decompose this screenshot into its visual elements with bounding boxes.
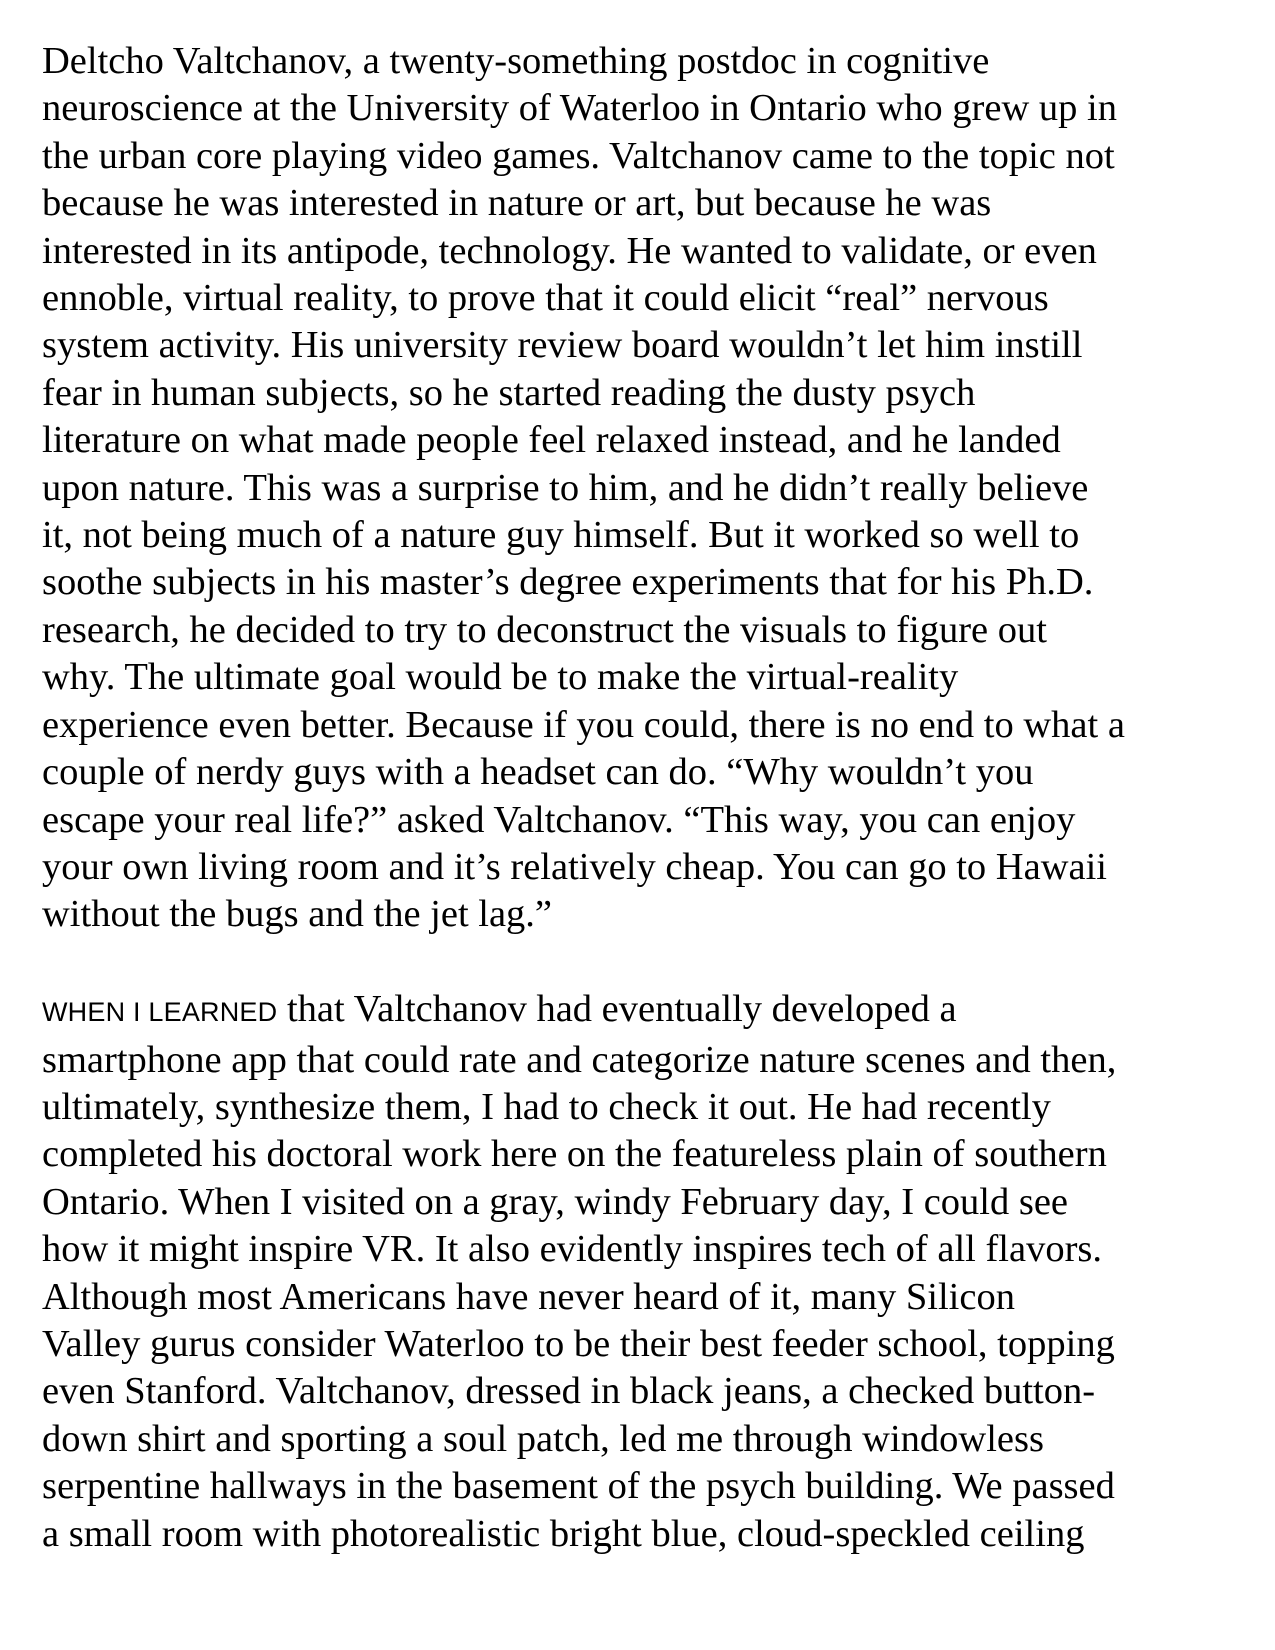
first-line-rest: that Valtchanov had eventually developed a (277, 988, 957, 1031)
text-line: research, he decided to try to deconstruct the visuals to figure out (42, 608, 1047, 651)
text-line: serpentine hallways in the basement of the psych building. We passed (42, 1465, 1115, 1508)
text-line: your own living room and it’s relatively cheap. You can go to Hawaii (42, 845, 1107, 888)
text-line: it, not being much of a nature guy himself. But it worked so well to (42, 514, 1080, 557)
text-line: even Stanford. Valtchanov, dressed in black jeans, a checked button- (42, 1370, 1096, 1413)
text-line: smartphone app that could rate and categorize nature scenes and then, (42, 1038, 1117, 1081)
text-line: couple of nerdy guys with a headset can do. “Why wouldn’t you (42, 751, 1034, 794)
text-line: the urban core playing video games. Valtchanov came to the topic not (42, 134, 1115, 177)
text-line: why. The ultimate goal would be to make the virtual-reality (42, 656, 959, 699)
text-line: soothe subjects in his master’s degree experiments that for his Ph.D. (42, 561, 1094, 604)
text-line: Ontario. When I visited on a gray, windy February day, I could see (42, 1180, 1069, 1223)
text-line: neuroscience at the University of Waterloo in Ontario who grew up in (42, 87, 1117, 130)
text-line: system activity. His university review board wouldn’t let him instill (42, 324, 1083, 367)
text-line: how it might inspire VR. It also evidently inspires tech of all flavors. (42, 1228, 1103, 1271)
text-line: Valley gurus consider Waterloo to be their best feeder school, topping (42, 1322, 1115, 1365)
text-line: because he was interested in nature or art, but because he was (42, 182, 992, 225)
text-line: without the bugs and the jet lag.” (42, 893, 553, 936)
text-line: fear in human subjects, so he started reading the dusty psych (42, 371, 976, 414)
text-line: escape your real life?” asked Valtchanov. “This way, you can enjoy (42, 798, 1076, 841)
text-line: completed his doctoral work here on the featureless plain of southern (42, 1133, 1107, 1176)
text-line-first (42, 986, 1242, 1036)
text-line: ennoble, virtual reality, to prove that it could elicit “real” nervous (42, 277, 1049, 320)
text-line: Although most Americans have never heard of it, many Silicon (42, 1275, 1015, 1318)
text-line: upon nature. This was a surprise to him, and he didn’t really believe (42, 466, 1089, 509)
section-lead-in: WHEN I LEARNED (42, 997, 278, 1028)
text-line: interested in its antipode, technology. He wanted to validate, or even (42, 229, 1097, 272)
paragraph-2 (42, 986, 1242, 1558)
document-page (42, 38, 1242, 1558)
text-line: down shirt and sporting a soul patch, led me through windowless (42, 1417, 1044, 1460)
text-line: experience even better. Because if you could, there is no end to what a (42, 703, 1125, 746)
text-line: ultimately, synthesize them, I had to check it out. He had recently (42, 1085, 1051, 1128)
text-line: literature on what made people feel relaxed instead, and he landed (42, 419, 1061, 462)
paragraph-1 (42, 38, 1242, 939)
text-line: a small room with photorealistic bright blue, cloud-speckled ceiling (42, 1512, 1085, 1555)
text-line: Deltcho Valtchanov, a twenty-something postdoc in cognitive (42, 40, 990, 82)
